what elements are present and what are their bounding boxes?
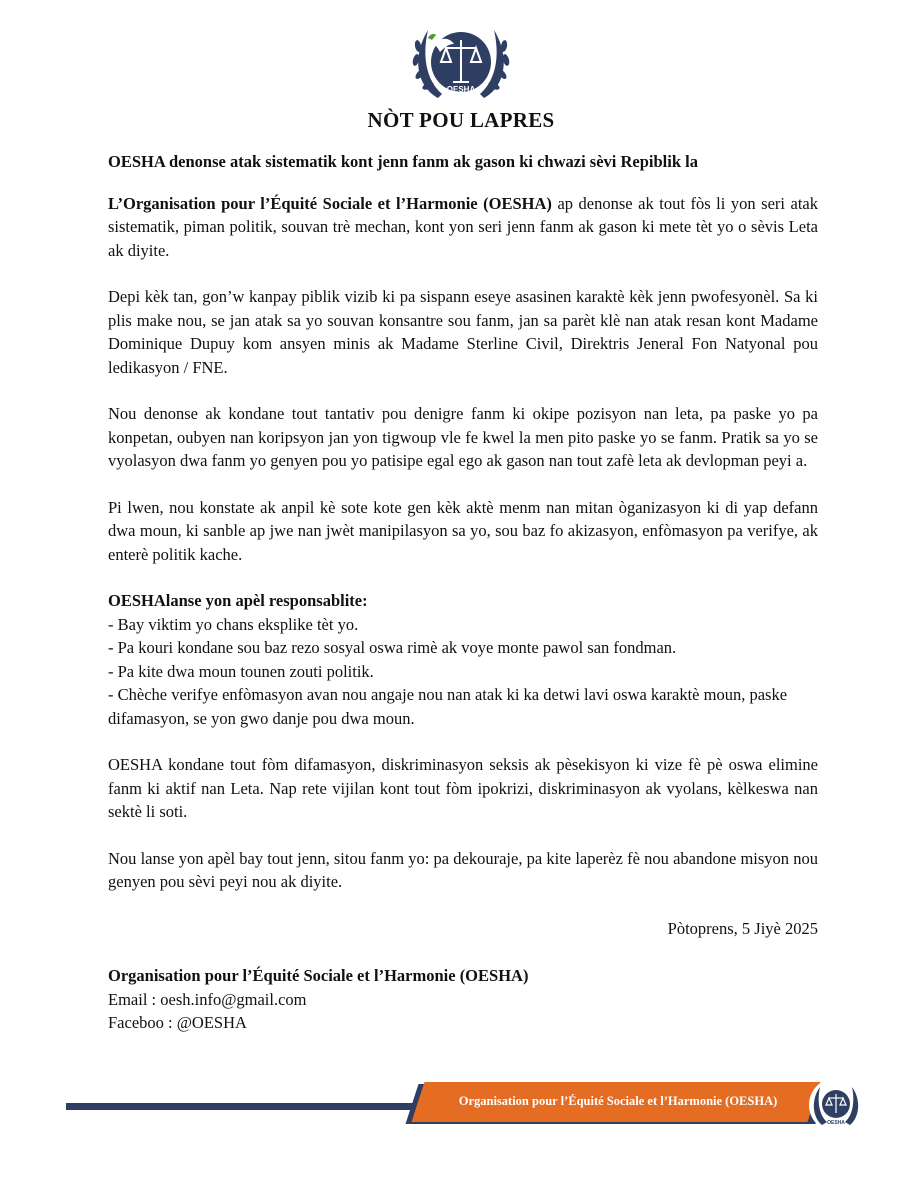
svg-text:OESHA: OESHA bbox=[446, 85, 476, 94]
contact-facebook: Faceboo : @OESHA bbox=[108, 1013, 247, 1032]
organization-name: L’Organisation pour l’Équité Sociale et l’Harmonie (OESHA) bbox=[108, 193, 552, 213]
callout-title: OESHAlanse yon apèl responsablite: bbox=[108, 591, 368, 610]
paragraph-intro-text: ap denonse ak tout fòs li yon seri atak sistematik, piman politik, souvan trè mechan, kont yon seri jenn fanm ak gason ki mete tèt yo o sèvis Leta ak diyite. bbox=[108, 193, 818, 260]
footer-rule bbox=[66, 1103, 422, 1110]
paragraph-condemnation: Nou denonse ak kondane tout tantativ pou denigre fanm ki okipe pozisyon nan leta, pa paske yo pa konpetan, oubyen nan koripsyon jan yon tigwoup vle fe kwel la men pito paske yo se fanm. Pratik sa yo se vyolasyon dwa fanm yo genyen pou yo patisipe egal ego ak gason nan tout zafè leta ak devlopman peyi a. bbox=[108, 404, 818, 470]
list-item: - Chèche verifye enfòmasyon avan nou angaje nou nan atak ki ka detwi lavi oswa karaktè moun, paske difamasyon, se yon gwo danje pou dwa moun. bbox=[108, 685, 788, 728]
svg-text:OESHA: OESHA bbox=[827, 1120, 845, 1126]
subject-line: OESHA denonse atak sistematik kont jenn fanm ak gason ki chwazi sèvi Repiblik la bbox=[108, 152, 698, 171]
paragraph-intro bbox=[108, 192, 818, 263]
paragraph-observation: Pi lwen, nou konstate ak anpil kè sote kote gen kèk aktè menm nan mitan òganizasyon ki di yap defann dwa moun, ki sanble ap jwe nan jwèt manipilasyon sa yo, sou baz fo akizasyon, enfòmasyon pa verifye, ak enterè politik kache. bbox=[108, 497, 818, 564]
call-to-responsibility bbox=[108, 589, 818, 730]
footer-org-name: Organisation pour l’Équité Sociale et l’Harmonie (OESHA) bbox=[458, 1094, 778, 1108]
paragraph-vigilance: OESHA kondane tout fòm difamasyon, diskriminasyon seksis ak pèsekisyon ki vize fè pè oswa elimine fanm ki aktif nan Leta. Nap rete vijilan kont tout fòm ipokrizi, diskriminasyon ak vyolans, kèlkeswa nan sektè li soti. bbox=[108, 755, 818, 821]
list-item: - Bay viktim yo chans eksplike tèt yo. bbox=[108, 614, 359, 634]
press-release-body bbox=[108, 150, 818, 1035]
contact-email: Email : oesh.info@gmail.com bbox=[108, 989, 307, 1009]
list-item: - Pa kite dwa moun tounen zouti politik. bbox=[108, 661, 374, 681]
footer-logo-icon bbox=[806, 1077, 866, 1133]
oesha-logo bbox=[398, 16, 524, 106]
list-item: - Pa kouri kondane sou baz rezo sosyal oswa rimè ak voye monte pawol san fondman. bbox=[108, 638, 677, 657]
paragraph-campaign: Depi kèk tan, gon’w kanpay piblik vizib ki pa sispann eseye asasinen karaktè kèk jenn pwofesyonèl. Sa ki plis make nou, se jan atak sa yo souvan konsantre sou fanm, jan sa parèt klè nan atak resan kont Madame Dominique Dupuy kom ansyen minis ak Madame Sterline Civil, Direktris Jeneral Fon Natyonal pou ledikasyon / FNE. bbox=[108, 287, 818, 377]
page-title: NÒT POU LAPRES bbox=[367, 108, 555, 132]
signature-block bbox=[108, 964, 818, 1035]
paragraph-appeal: Nou lanse yon apèl bay tout jenn, sitou fanm yo: pa dekouraje, pa kite laperèz fè nou abandone misyon nou genyen pou sèvi peyi nou ak diyite. bbox=[108, 848, 818, 891]
footer-banner bbox=[0, 1074, 922, 1144]
release-date: Pòtoprens, 5 Jiyè 2025 bbox=[667, 918, 818, 938]
signature-org: Organisation pour l’Équité Sociale et l’Harmonie (OESHA) bbox=[108, 966, 529, 985]
